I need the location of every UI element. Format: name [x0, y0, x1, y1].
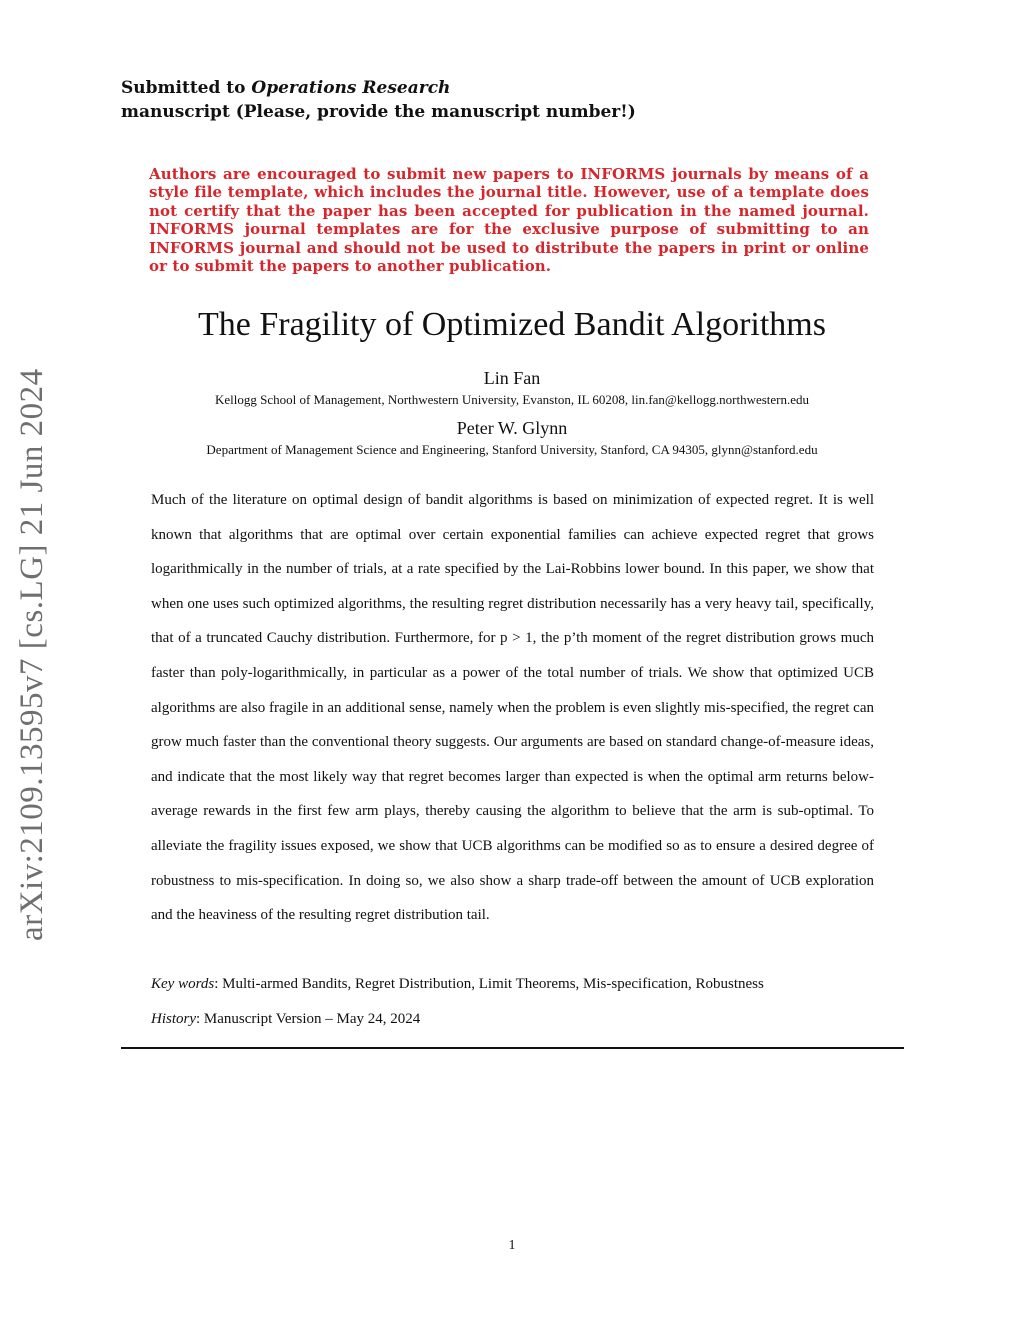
submitted-prefix: Submitted to — [121, 78, 252, 98]
history-label: History — [151, 1011, 196, 1027]
arxiv-stamp: arXiv:2109.13595v7 [cs.LG] 21 Jun 2024 — [14, 368, 50, 942]
key-words — [151, 976, 764, 993]
page-number: 1 — [508, 1238, 516, 1253]
key-words-label: Key words — [151, 976, 215, 992]
horizontal-rule — [121, 1047, 904, 1049]
submission-header — [121, 76, 636, 124]
author-name-2: Peter W. Glynn — [456, 418, 568, 438]
paper-title: The Fragility of Optimized Bandit Algorithms — [198, 306, 826, 343]
author-affiliation-2: Department of Management Science and Engineering, Stanford University, Stanford, CA 94305, glynn@stanford.edu — [206, 442, 818, 457]
author-affiliation-1: Kellogg School of Management, Northwestern University, Evanston, IL 60208, lin.fan@kellogg.northwestern.edu — [214, 392, 810, 407]
submitted-to-line — [121, 76, 636, 100]
history — [151, 1011, 420, 1028]
abstract: Much of the literature on optimal design of bandit algorithms is based on minimization of expected regret. It is well known that algorithms that are optimal over certain exponential families can achieve expected regret that grows logarithmically in the number of trials, at a rate specified by the Lai-Robbins lower bound. In this paper, we show that when one uses such optimized algorithms, the resulting regret distribution necessarily has a very heavy tail, specifically, that of a truncated Cauchy distribution. Furthermore, for p > 1, the p’th moment of the regret distribution grows much faster than poly-logarithmically, in particular as a power of the total number of trials. We show that optimized UCB algorithms are also fragile in an additional sense, namely when the problem is even slightly mis-specified, the regret can grow much faster than the conventional theory suggests. Our arguments are based on standard change-of-measure ideas, and indicate that the most likely way that regret becomes larger than expected is when the optimal arm returns below-average rewards in the first few arm plays, thereby causing the algorithm to believe that the arm is sub-optimal. To alleviate the fragility issues exposed, we show that UCB algorithms can be modified so as to ensure a desired degree of robustness to mis-specification. In doing so, we also show a sharp trade-off between the amount of UCB exploration and the heaviness of the resulting regret distribution tail. — [151, 492, 874, 924]
journal-name: Operations Research — [251, 78, 451, 98]
history-value: Manuscript Version – May 24, 2024 — [203, 1011, 421, 1027]
key-words-value: Multi-armed Bandits, Regret Distribution, Limit Theorems, Mis-specification, Robustness — [222, 976, 764, 992]
author-name-1: Lin Fan — [483, 368, 541, 388]
informs-notice: Authors are encouraged to submit new papers to INFORMS journals by means of a style file template, which includes the journal title. However, use of a template does not certify that the paper has been accepted for publication in the named journal. INFORMS journal templates are for the exclusive purpose of submitting to an INFORMS journal and should not be used to distribute the papers in print or online or to submit the papers to another publication. — [149, 165, 869, 276]
manuscript-line: manuscript (Please, provide the manuscript number!) — [121, 102, 636, 122]
key-words-colon: : — [214, 976, 223, 992]
history-colon: : — [196, 1011, 204, 1027]
